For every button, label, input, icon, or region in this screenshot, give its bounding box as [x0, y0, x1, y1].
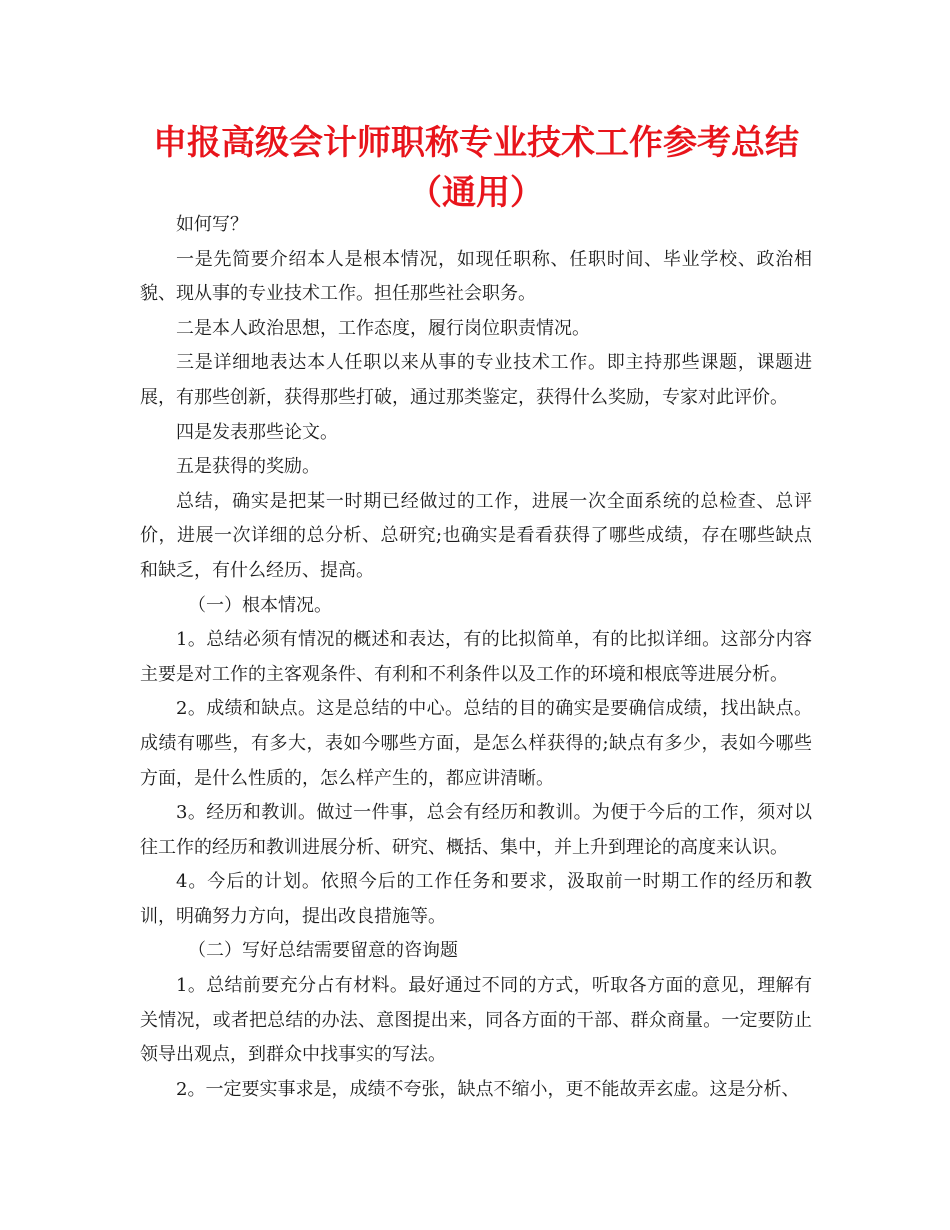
body-paragraph: 三是详细地表达本人任职以来从事的专业技术工作。即主持那些课题，课题进展，有那些创新，获得那些打破，通过那类鉴定，获得什么奖励，专家对此评价。: [140, 352, 812, 408]
body-paragraph: 四是发表那些论文。: [176, 421, 338, 443]
body-paragraph: 2。成绩和缺点。这是总结的中心。总结的目的确实是要确信成绩，找出缺点。成绩有哪些，有多大，表如今哪些方面，是怎么样获得的;缺点有多少，表如今哪些方面，是什么性质的，怎么样产生的，都应讲清晰。: [140, 698, 812, 789]
body-paragraph: 如何写？: [176, 214, 248, 235]
body-paragraph: （一）根本情况。: [188, 594, 332, 616]
body-paragraph: （二）写好总结需要留意的咨询题: [188, 940, 458, 962]
body-paragraph: 1。总结前要充分占有材料。最好通过不同的方式，听取各方面的意见，理解有关情况，或者把总结的办法、意图提出来，同各方面的干部、群众商量。一定要防止领导出观点，到群众中找事实的写法。: [140, 975, 812, 1066]
body-paragraph: 五是获得的奖励。: [176, 456, 320, 478]
body-paragraph: 3。经历和教训。做过一件事，总会有经历和教训。为便于今后的工作，须对以往工作的经历和教训进展分析、研究、概括、集中，并上升到理论的高度来认识。: [140, 802, 812, 858]
body-paragraph: 4。今后的计划。依照今后的工作任务和要求，汲取前一时期工作的经历和教训，明确努力方向，提出改良措施等。: [140, 871, 812, 927]
body-paragraph: 1。总结必须有情况的概述和表达，有的比拟简单，有的比拟详细。这部分内容主要是对工作的主客观条件、有利和不利条件以及工作的环境和根底等进展分析。: [140, 629, 812, 685]
body-paragraph: 一是先简要介绍本人是根本情况，如现任职称、任职时间、毕业学校、政治相貌、现从事的专业技术工作。担任那些社会职务。: [140, 248, 812, 305]
body-paragraph: 总结，确实是把某一时期已经做过的工作，进展一次全面系统的总检查、总评价，进展一次详细的总分析、总研究;也确实是看看获得了哪些成绩，存在哪些缺点和缺乏，有什么经历、提高。: [140, 490, 812, 581]
body-paragraph: 二是本人政治思想，工作态度，履行岗位职责情况。: [176, 317, 590, 339]
body-paragraph: 2。一定要实事求是，成绩不夸张，缺点不缩小，更不能故弄玄虚。这是分析、: [176, 1078, 800, 1100]
document-title: 申报高级会计师职称专业技术工作参考总结（通用）: [153, 123, 799, 213]
document-body: [140, 208, 812, 1107]
